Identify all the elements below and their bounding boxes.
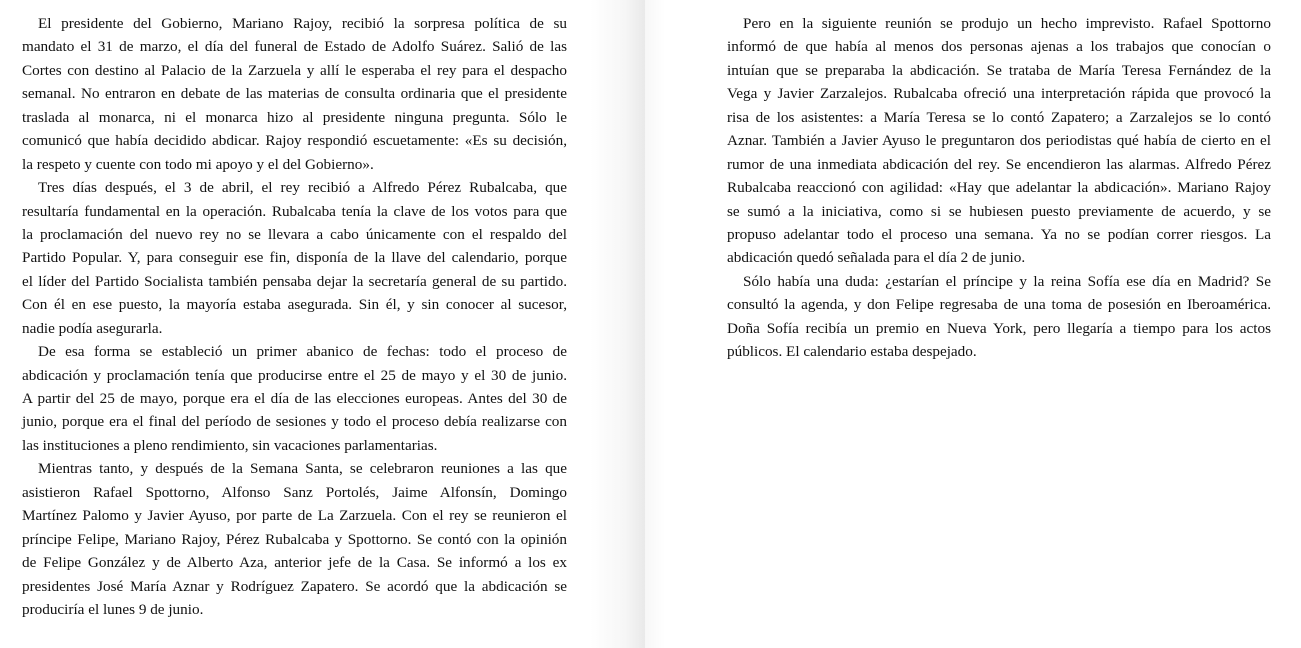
paragraph bbox=[22, 340, 567, 457]
text-line: Aznar. También a Javier Ayuso le preguntaron dos periodistas qué había de cierto en el bbox=[727, 132, 1271, 150]
paragraph bbox=[727, 12, 1271, 270]
text-line: Martínez Palomo y Javier Ayuso, por parte de La Zarzuela. Con el rey se reunieron el bbox=[22, 507, 567, 525]
text-line: Partido Popular. Y, para conseguir ese fin, disponía de la llave del calendario, porque bbox=[22, 249, 567, 267]
paragraph bbox=[22, 176, 567, 340]
text-line: la respeto y cuente con todo mi apoyo y el del Gobierno». bbox=[22, 155, 374, 173]
paragraph bbox=[22, 457, 567, 621]
text-line: Rubalcaba reaccionó con agilidad: «Hay que adelantar la abdicación». Mariano Rajoy bbox=[727, 179, 1271, 197]
text-line: de Felipe González y de Alberto Aza, anterior jefe de la Casa. Se informó a los ex bbox=[22, 554, 567, 572]
text-line: Tres días después, el 3 de abril, el rey recibió a Alfredo Pérez Rubalcaba, que bbox=[38, 179, 567, 197]
text-line: resultaría fundamental en la operación. Rubalcaba tenía la clave de los votos para que bbox=[22, 202, 567, 220]
text-line: produciría el lunes 9 de junio. bbox=[22, 600, 204, 618]
paragraph bbox=[22, 12, 567, 176]
text-line: asistieron Rafael Spottorno, Alfonso Sanz Portolés, Jaime Alfonsín, Domingo bbox=[22, 483, 567, 501]
text-line: Cortes con destino al Palacio de la Zarzuela y allí le esperaba el rey para el despacho bbox=[22, 61, 567, 79]
left-page bbox=[0, 0, 645, 648]
text-line: risa de los asistentes: a María Teresa se lo contó Zapatero; a Zarzalejos se lo contó bbox=[727, 108, 1271, 126]
right-page bbox=[645, 0, 1301, 648]
text-line: las instituciones a pleno rendimiento, sin vacaciones parlamentarias. bbox=[22, 436, 438, 454]
text-line: la proclamación del nuevo rey no se llevara a cabo únicamente con el respaldo del bbox=[22, 225, 567, 243]
text-line: abdicación quedó señalada para el día 2 de junio. bbox=[727, 249, 1026, 267]
text-line: presidentes José María Aznar y Rodríguez Zapatero. Se acordó que la abdicación se bbox=[22, 577, 567, 595]
page-text bbox=[727, 12, 1271, 364]
text-line: semanal. No entraron en debate de las materias de consulta ordinaria que el presidente bbox=[22, 85, 567, 103]
text-line: traslada al monarca, ni el monarca hizo al presidente ninguna pregunta. Sólo le bbox=[22, 108, 567, 126]
text-line: Mientras tanto, y después de la Semana Santa, se celebraron reuniones a las que bbox=[38, 460, 567, 478]
text-line: el líder del Partido Socialista también pensaba dejar la secretaría general de su partido. bbox=[22, 272, 567, 290]
text-line: Pero en la siguiente reunión se produjo un hecho imprevisto. Rafael Spottorno bbox=[743, 15, 1271, 32]
text-line: rumor de una inmediata abdicación del rey. Se encendieron las alarmas. Alfredo Pérez bbox=[727, 155, 1271, 173]
text-line: Doña Sofía recibía un premio en Nueva York, pero llegaría a tiempo para los actos bbox=[727, 319, 1271, 337]
text-line: nadie podía asegurarla. bbox=[22, 319, 163, 337]
page-text bbox=[22, 12, 567, 621]
text-line: príncipe Felipe, Mariano Rajoy, Pérez Rubalcaba y Spottorno. Se contó con la opinión bbox=[22, 530, 567, 548]
text-line: Sólo había una duda: ¿estarían el príncipe y la reina Sofía ese día en Madrid? Se bbox=[743, 272, 1271, 290]
text-line: intuían que se preparaba la abdicación. Se trataba de María Teresa Fernández de la bbox=[727, 61, 1271, 79]
text-line: públicos. El calendario estaba despejado. bbox=[727, 343, 977, 361]
text-line: mandato el 31 de marzo, el día del funeral de Estado de Adolfo Suárez. Salió de las bbox=[22, 38, 567, 56]
text-line: Vega y Javier Zarzalejos. Rubalcaba ofreció una interpretación rápida que provocó la bbox=[727, 85, 1271, 103]
text-line: A partir del 25 de mayo, porque era el día de las elecciones europeas. Antes del 30 de bbox=[22, 390, 567, 407]
text-line: propuso adelantar todo el proceso una semana. Ya no se podían correr riesgos. La bbox=[727, 225, 1271, 243]
text-line: comunicó que había decidido abdicar. Rajoy respondió escuetamente: «Es su decisión, bbox=[22, 132, 567, 150]
text-line: junio, porque era el final del período de sesiones y todo el proceso debía realizarse con bbox=[22, 413, 567, 431]
text-line: De esa forma se estableció un primer abanico de fechas: todo el proceso de bbox=[38, 343, 567, 361]
text-line: abdicación y proclamación tenía que producirse entre el 25 de mayo y el 30 de junio. bbox=[22, 366, 567, 384]
text-line: se sumó a la iniciativa, como si se hubiesen puesto previamente de acuerdo, y se bbox=[727, 202, 1271, 220]
text-line: consultó la agenda, y don Felipe regresaba de una toma de posesión en Iberoamérica. bbox=[727, 296, 1271, 314]
paragraph bbox=[727, 270, 1271, 364]
text-line: Con él en ese puesto, la mayoría estaba asegurada. Sin él, y sin conocer al sucesor, bbox=[22, 296, 567, 314]
text-line: informó de que había al menos dos personas ajenas a los trabajos que conocían o bbox=[727, 38, 1271, 56]
text-line: El presidente del Gobierno, Mariano Rajoy, recibió la sorpresa política de su bbox=[38, 15, 567, 32]
